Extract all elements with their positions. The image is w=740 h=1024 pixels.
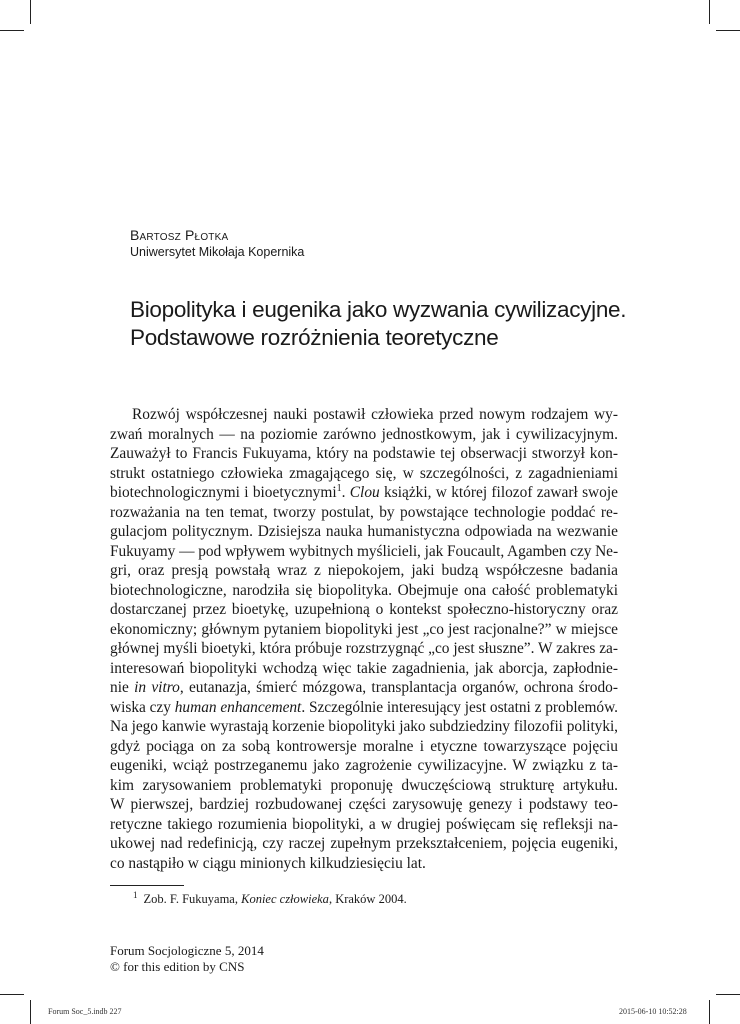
body-line: gulacjom politycznym. Dzisiejsza nauka humanistyczna odpowiada na wezwanie [110, 523, 618, 540]
body-line: Fukuyamy — pod wpływem wybitnych myślicieli, jak Foucault, Agamben czy Ne- [110, 542, 618, 560]
crop-mark [716, 30, 740, 31]
body-line: nie in vitro, eutanazja, śmierć mózgowa, transplantacja organów, ochrona środo- [110, 679, 618, 696]
body-line: głównej myśli bioetyki, która próbuje rozstrzygnąć „co jest słuszne”. W zakres za- [110, 640, 618, 657]
crop-mark [30, 0, 31, 24]
body-line: gdyż pociąga on za sobą kontrowersje moralne i etyczne towarzyszące pojęciu [110, 737, 618, 755]
title-line: Biopolityka i eugenika jako wyzwania cywilizacyjne. [130, 297, 627, 322]
body-line: ekonomiczny; głównym pytaniem biopolityki jest „co jest racjonalne?” w miejsce [110, 620, 618, 638]
copyright-line: © for this edition by CNS [110, 959, 245, 974]
crop-mark [0, 30, 24, 31]
author-block [130, 226, 304, 260]
author-name: Bartosz Płotka [130, 227, 229, 243]
footnote: $^1$ Zob. F. Fukuyama, Koniec człowieka, Kraków 2004. [133, 889, 407, 906]
body-line: interesowań biopolityki wchodzą więc takie zagadnienia, jak aborcja, zapłodnie- [110, 659, 618, 677]
journal-info [110, 943, 264, 975]
crop-mark [0, 994, 24, 995]
footnote-rule [110, 885, 184, 886]
body-line: wiska czy human enhancement. Szczególnie interesujący jest ostatni z problemów. [110, 698, 618, 716]
body-line: zwań moralnych — na poziomie zarówno jednostkowym, jak i cywilizacyjnym. [110, 425, 618, 443]
article-body [110, 405, 618, 873]
body-line: co nastąpiło w ciągu minionych kilkudziesięciu lat. [110, 854, 426, 872]
body-line: biotechnologiczne, narodziła się biopolityka. Obejmuje ona całość problematyki [110, 581, 618, 599]
body-line: Zauważył to Francis Fukuyama, który na podstawie tej obserwacji stworzył kon- [110, 445, 618, 462]
body-line: biotechnologicznymi i bioetycznymi$^1$. Clou książki, w której filozof zawarł swoje [110, 482, 618, 501]
title-line: Podstawowe rozróżnienia teoretyczne [130, 325, 499, 350]
body-line: gri, oraz presją powstałą wraz z niepokojem, jaki budzą współczesne badania [110, 562, 618, 579]
body-line: Rozwój współczesnej nauki postawił człowieka przed nowym rodzajem wy- [132, 406, 618, 423]
body-line: rozważania na ten temat, tworzy postulat, by powstające technologie poddać re- [110, 503, 618, 521]
article-title [130, 296, 690, 352]
footnote-ref[interactable]: 1 [336, 482, 342, 494]
body-line: dostarczanej przez bioetykę, uzupełnioną o kontekst społeczno-historyczny oraz [110, 601, 618, 618]
crop-mark [716, 994, 740, 995]
footnote-mark: 1 [133, 889, 138, 900]
body-line: eugeniki, wciąż postrzeganemu jako zagrożenie cywilizacyjne. W związku z ta- [110, 757, 618, 774]
crop-mark [709, 1000, 710, 1024]
print-slug-timestamp: 2015-06-10 10:52:28 [619, 1007, 687, 1016]
author-affiliation: Uniwersytet Mikołaja Kopernika [130, 245, 305, 259]
body-line: strukt ostatniego człowieka zmagającego się, w szczególności, z zagadnieniami [110, 464, 618, 482]
body-line: kim zarysowaniem problematyki proponuję dwuczęściową strukturę artykułu. [110, 776, 618, 794]
crop-mark [30, 1000, 31, 1024]
body-line: ukowej nad redefinicją, czy raczej zupełnym przekształceniem, pojęcia eugeniki, [110, 835, 618, 852]
body-line: retyczne takiego rozumienia biopolityki, a w drugiej poświęcam się refleksji na- [110, 815, 618, 833]
body-line: W pierwszej, bardziej rozbudowanej części zarysowuję genezy i podstawy teo- [110, 796, 618, 813]
journal-name: Forum Socjologiczne 5, 2014 [110, 943, 264, 958]
body-line: Na jego kanwie wyrastają korzenie biopolityki jako subdziedziny filozofii polityki, [110, 718, 618, 735]
print-slug-file: Forum Soc_5.indb 227 [48, 1007, 122, 1016]
crop-mark [709, 0, 710, 24]
